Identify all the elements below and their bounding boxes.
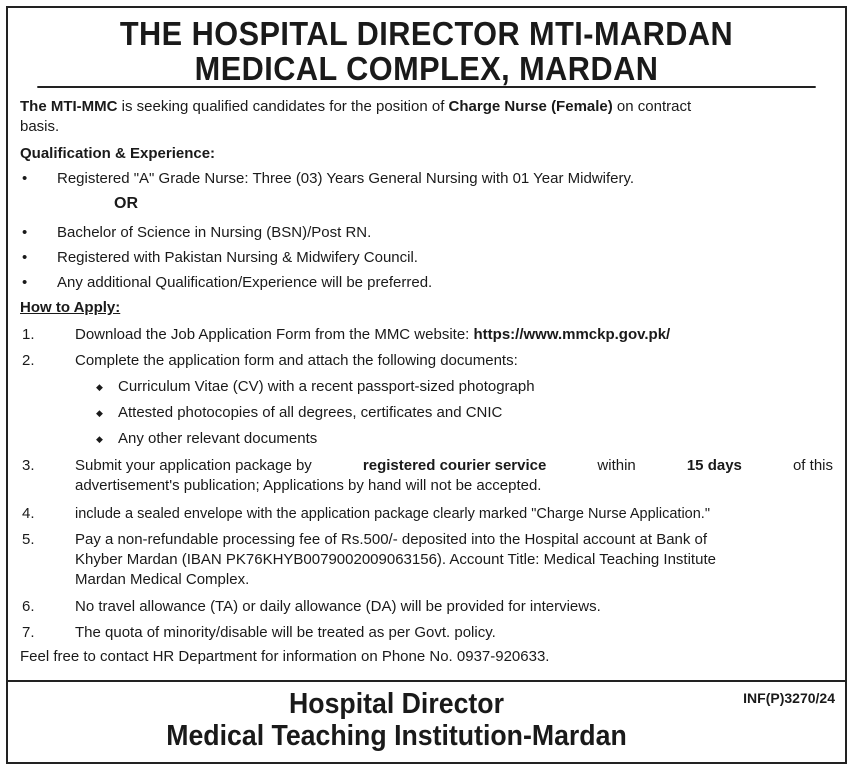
intro-text1: is seeking qualified candidates for the position of [117, 98, 449, 115]
reference-number: INF(P)3270/24 [743, 690, 835, 706]
advertisement [6, 6, 847, 764]
header [37, 8, 815, 88]
step-text-line2: advertisement's publication; Applications by hand will not be accepted. [75, 477, 542, 494]
step-number: 2. [22, 352, 35, 369]
subitem-text: Curriculum Vitae (CV) with a recent passport-sized photograph [118, 378, 535, 395]
qualification-item-text: Registered with Pakistan Nursing & Midwifery Council. [57, 249, 418, 266]
step-text-line3: Mardan Medical Complex. [75, 571, 250, 588]
step-text: Pay a non-refundable processing fee of Rs.500/- deposited into the Hospital account at Bank of [75, 531, 708, 548]
step-number: 1. [22, 326, 35, 343]
intro-text2: on contract [612, 98, 692, 115]
qualification-or: OR [114, 195, 138, 212]
subitem-text: Any other relevant documents [118, 430, 318, 447]
step-number: 5. [22, 531, 35, 548]
intro-org: The MTI-MMC [20, 98, 118, 115]
bullet-icon: • [22, 274, 28, 291]
bullet-icon: • [22, 224, 28, 241]
footer [8, 680, 845, 762]
step-text: Download the Job Application Form from the MMC website: https://www.mmckp.gov.pk/ [75, 326, 671, 343]
contact-line: Feel free to contact HR Department for information on Phone No. 0937-920633. [20, 648, 550, 665]
diamond-bullet-icon: ◆ [96, 382, 103, 392]
qualification-item-text: Any additional Qualification/Experience will be preferred. [57, 274, 433, 291]
step-text: Complete the application form and attach the following documents: [75, 352, 518, 369]
qualification-item-text: Bachelor of Science in Nursing (BSN)/Post RN. [57, 224, 372, 241]
header-title-line1: THE HOSPITAL DIRECTOR MTI-MARDAN [119, 15, 734, 52]
qualification-heading: Qualification & Experience: [20, 145, 216, 162]
step-number: 4. [22, 505, 35, 522]
step-number: 7. [22, 624, 35, 641]
intro-line2: basis. [20, 118, 60, 135]
subitem-text: Attested photocopies of all degrees, certificates and CNIC [118, 404, 503, 421]
step-number: 6. [22, 598, 35, 615]
diamond-bullet-icon: ◆ [96, 408, 103, 418]
diamond-bullet-icon: ◆ [96, 434, 103, 444]
apply-heading: How to Apply: [20, 299, 121, 316]
step-number: 3. [22, 457, 35, 474]
footer-title: Hospital Director [289, 688, 504, 720]
bullet-icon: • [22, 249, 28, 266]
footer-subtitle: Medical Teaching Institution-Mardan [166, 720, 627, 752]
website-link[interactable]: https://www.mmckp.gov.pk/ [473, 326, 671, 343]
header-title-line2: MEDICAL COMPLEX, MARDAN [194, 50, 659, 87]
step-text: No travel allowance (TA) or daily allowance (DA) will be provided for interviews. [75, 598, 601, 615]
bullet-icon: • [22, 170, 28, 187]
step-text: The quota of minority/disable will be treated as per Govt. policy. [75, 624, 496, 641]
intro-position: Charge Nurse (Female) [448, 98, 613, 115]
step-text-line2: Khyber Mardan (IBAN PK76KHYB0079002009063156). Account Title: Medical Teaching Institute [75, 551, 716, 568]
intro-line1 [20, 98, 833, 116]
step-text: Submit your application package by registered courier service within 15 days of this [75, 457, 833, 474]
step-text: include a sealed envelope with the application package clearly marked "Charge Nurse Application." [75, 506, 710, 522]
qualification-item-text: Registered "A" Grade Nurse: Three (03) Years General Nursing with 01 Year Midwifery. [57, 170, 635, 187]
